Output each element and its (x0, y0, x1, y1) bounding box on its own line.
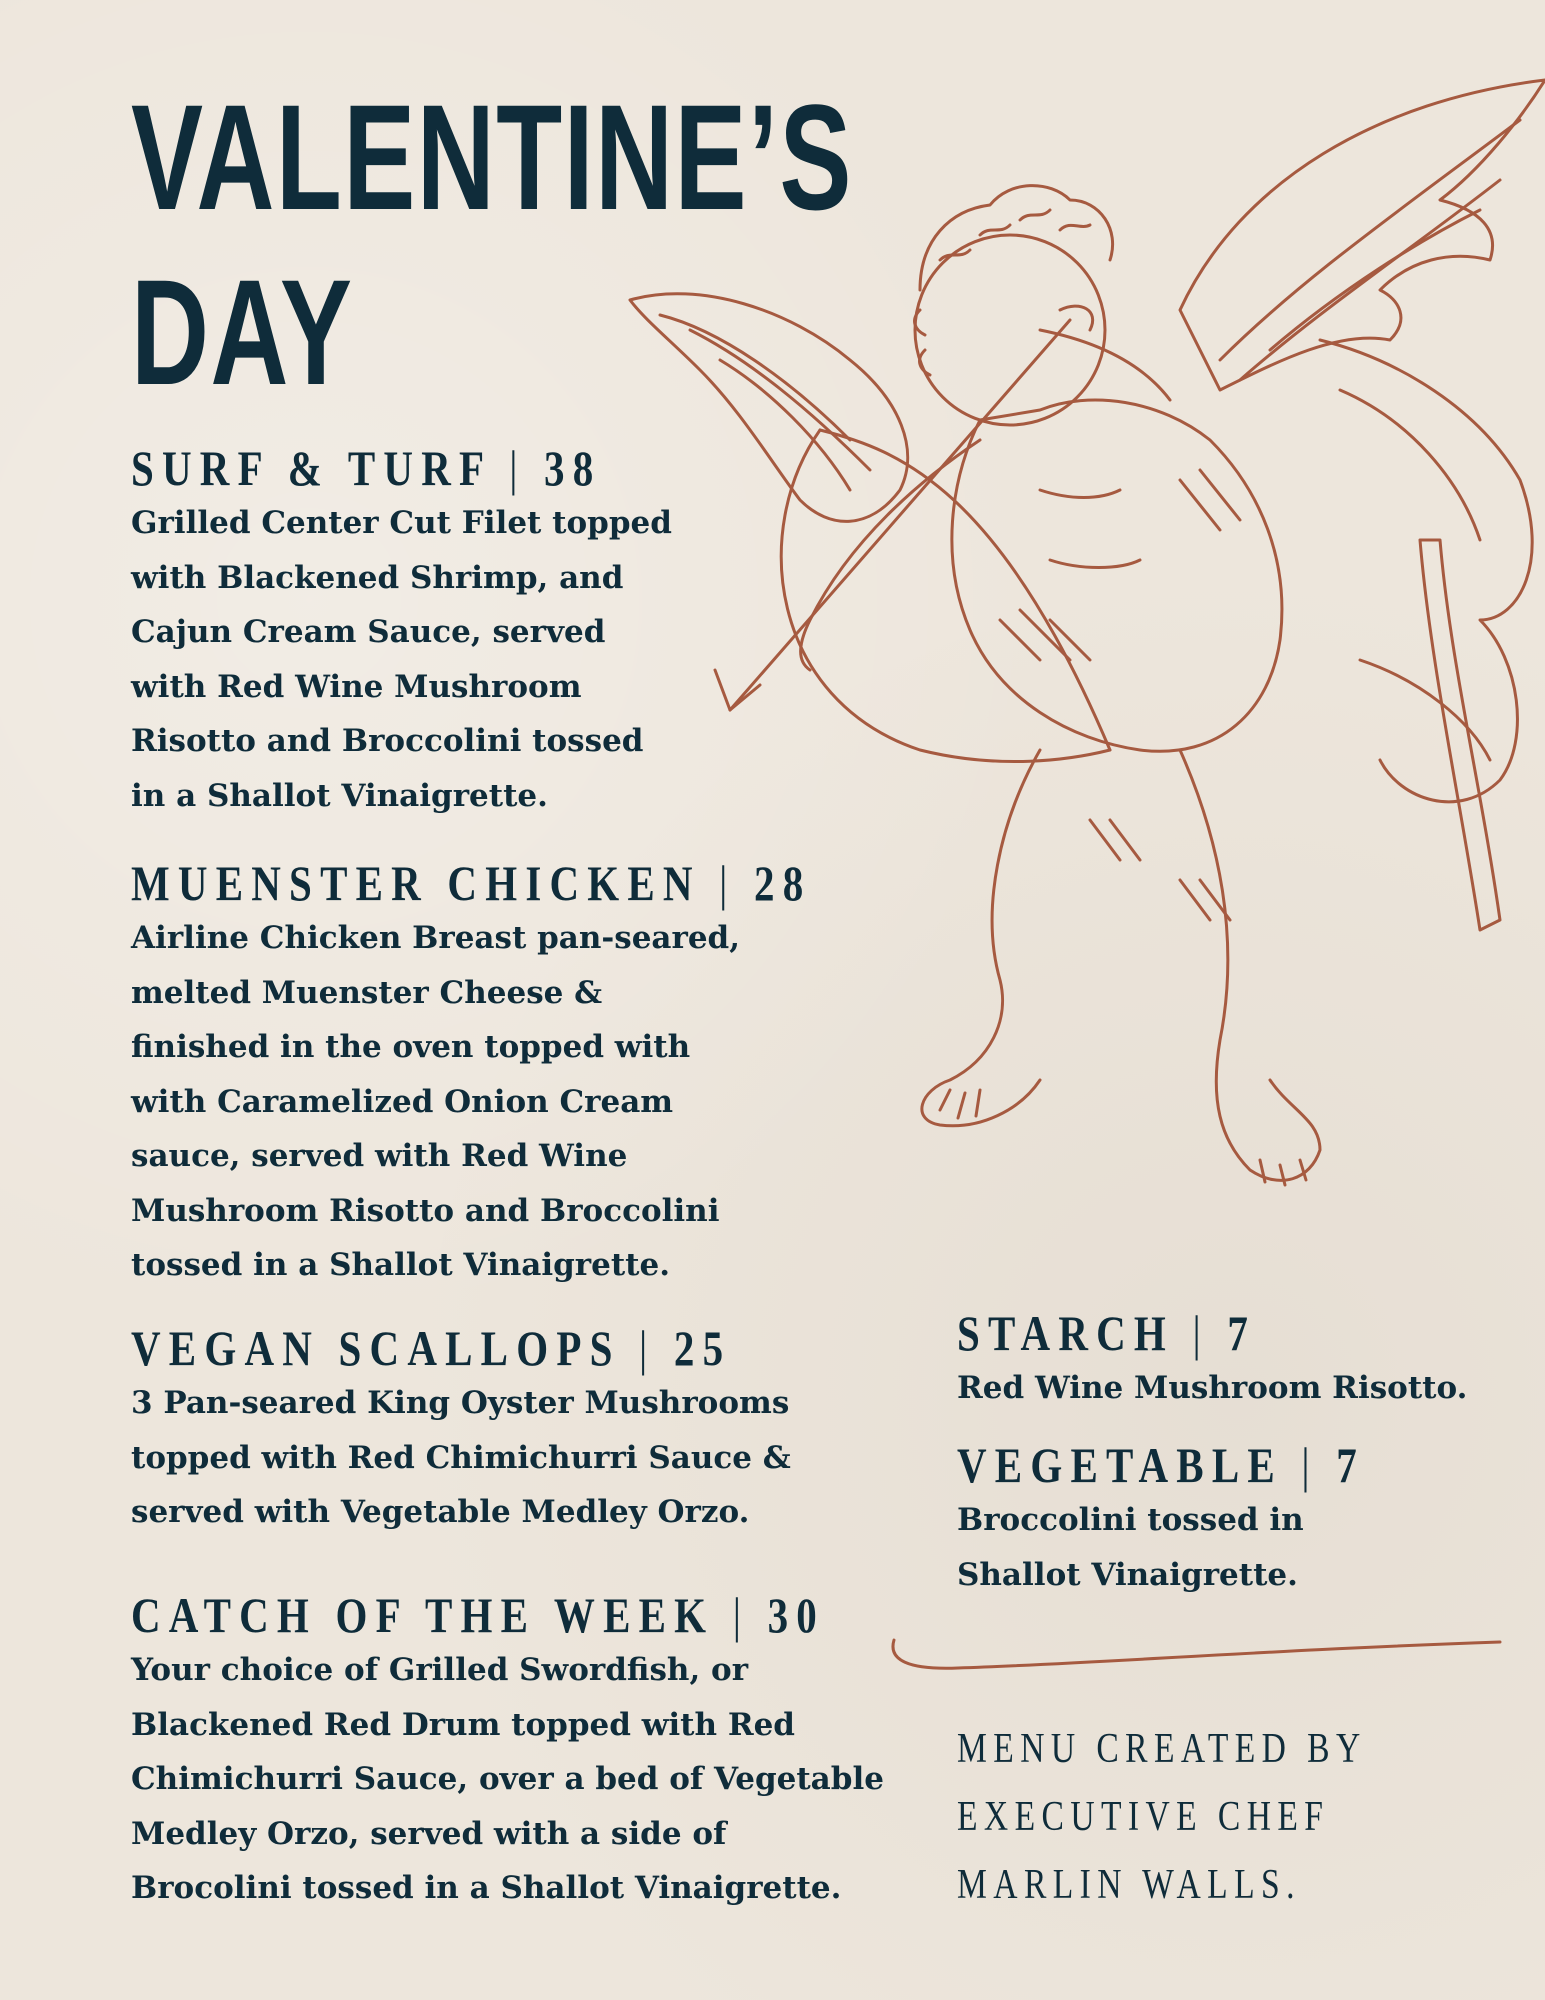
item-description (131, 496, 705, 823)
item-description (957, 1361, 1467, 1416)
item-price: 30 (767, 1587, 825, 1643)
item-description (131, 911, 961, 1293)
credit-line: MENU CREATED BY (957, 1726, 1367, 1772)
description-line: in a Shallot Vinaigrette. (131, 777, 548, 814)
item-description (131, 1643, 977, 1916)
item-heading (131, 1320, 731, 1376)
item-name: CATCH OF THE WEEK (131, 1587, 715, 1643)
item-name: STARCH (957, 1305, 1175, 1361)
item-heading (957, 1437, 1365, 1493)
item-name: MUENSTER CHICKEN (131, 855, 701, 911)
item-description (957, 1493, 1455, 1602)
item-price: 7 (1227, 1305, 1257, 1361)
description-line: with Blackened Shrimp, and (131, 559, 624, 596)
price-separator: | (639, 1320, 656, 1376)
description-line: sauce, served with Red Wine (131, 1138, 628, 1174)
description-line: Brocolini tossed in a Shallot Vinaigrette. (131, 1870, 842, 1906)
item-heading (131, 1587, 825, 1643)
description-line: served with Vegetable Medley Orzo. (131, 1494, 750, 1530)
item-price: 7 (1336, 1437, 1365, 1493)
description-line: Medley Orzo, served with a side of (131, 1815, 727, 1852)
menu-item-surf-turf (131, 440, 705, 823)
description-line: Airline Chicken Breast pan-seared, (131, 920, 741, 956)
description-line: Red Wine Mushroom Risotto. (957, 1370, 1468, 1406)
credit-line: MARLIN WALLS. (957, 1862, 1301, 1908)
menu-item-starch (957, 1305, 1467, 1416)
item-heading (131, 440, 601, 496)
description-line: Blackened Red Drum topped with Red (131, 1706, 795, 1743)
description-line: Chimichurri Sauce, over a bed of Vegetable (131, 1761, 884, 1797)
description-line: with Caramelized Onion Cream (131, 1083, 674, 1120)
price-separator: | (719, 855, 736, 911)
swash-divider (888, 1630, 1508, 1680)
title-line-1: VALENTINE’S (131, 73, 853, 241)
chef-credit (957, 1715, 1367, 1919)
item-price: 38 (544, 440, 602, 496)
description-line: tossed in a Shallot Vinaigrette. (131, 1247, 671, 1283)
item-description (131, 1376, 863, 1540)
description-line: Shallot Vinaigrette. (957, 1556, 1298, 1593)
description-line: finished in the oven topped with (131, 1029, 691, 1065)
description-line: Grilled Center Cut Filet topped (131, 505, 672, 541)
price-separator: | (1192, 1305, 1209, 1361)
menu-item-vegan-scallops (131, 1320, 863, 1540)
description-line: melted Muenster Cheese & (131, 974, 603, 1011)
description-line: Mushroom Risotto and Broccolini (131, 1192, 720, 1229)
description-line: topped with Red Chimichurri Sauce & (131, 1439, 791, 1476)
item-heading (131, 855, 811, 911)
title-line-2: DAY (131, 248, 354, 416)
menu-item-vegetable (957, 1437, 1455, 1602)
item-name: SURF & TURF (131, 440, 491, 496)
description-line: Risotto and Broccolini tossed (131, 723, 644, 759)
menu-item-muenster-chicken (131, 855, 961, 1293)
item-name: VEGETABLE (957, 1437, 1283, 1493)
item-name: VEGAN SCALLOPS (131, 1320, 621, 1376)
item-price: 25 (673, 1320, 732, 1376)
item-heading (957, 1305, 1376, 1361)
description-line: Your choice of Grilled Swordfish, or (131, 1652, 749, 1688)
credit-line: EXECUTIVE CHEF (957, 1794, 1330, 1840)
description-line: Cajun Cream Sauce, served (131, 614, 606, 650)
price-separator: | (732, 1587, 750, 1643)
description-line: with Red Wine Mushroom (131, 668, 582, 705)
item-price: 28 (754, 855, 812, 911)
price-separator: | (509, 440, 526, 496)
description-line: 3 Pan-seared King Oyster Mushrooms (131, 1385, 790, 1421)
price-separator: | (1301, 1437, 1318, 1493)
description-line: Broccolini tossed in (957, 1502, 1304, 1538)
menu-item-catch-of-the-week (131, 1587, 977, 1916)
